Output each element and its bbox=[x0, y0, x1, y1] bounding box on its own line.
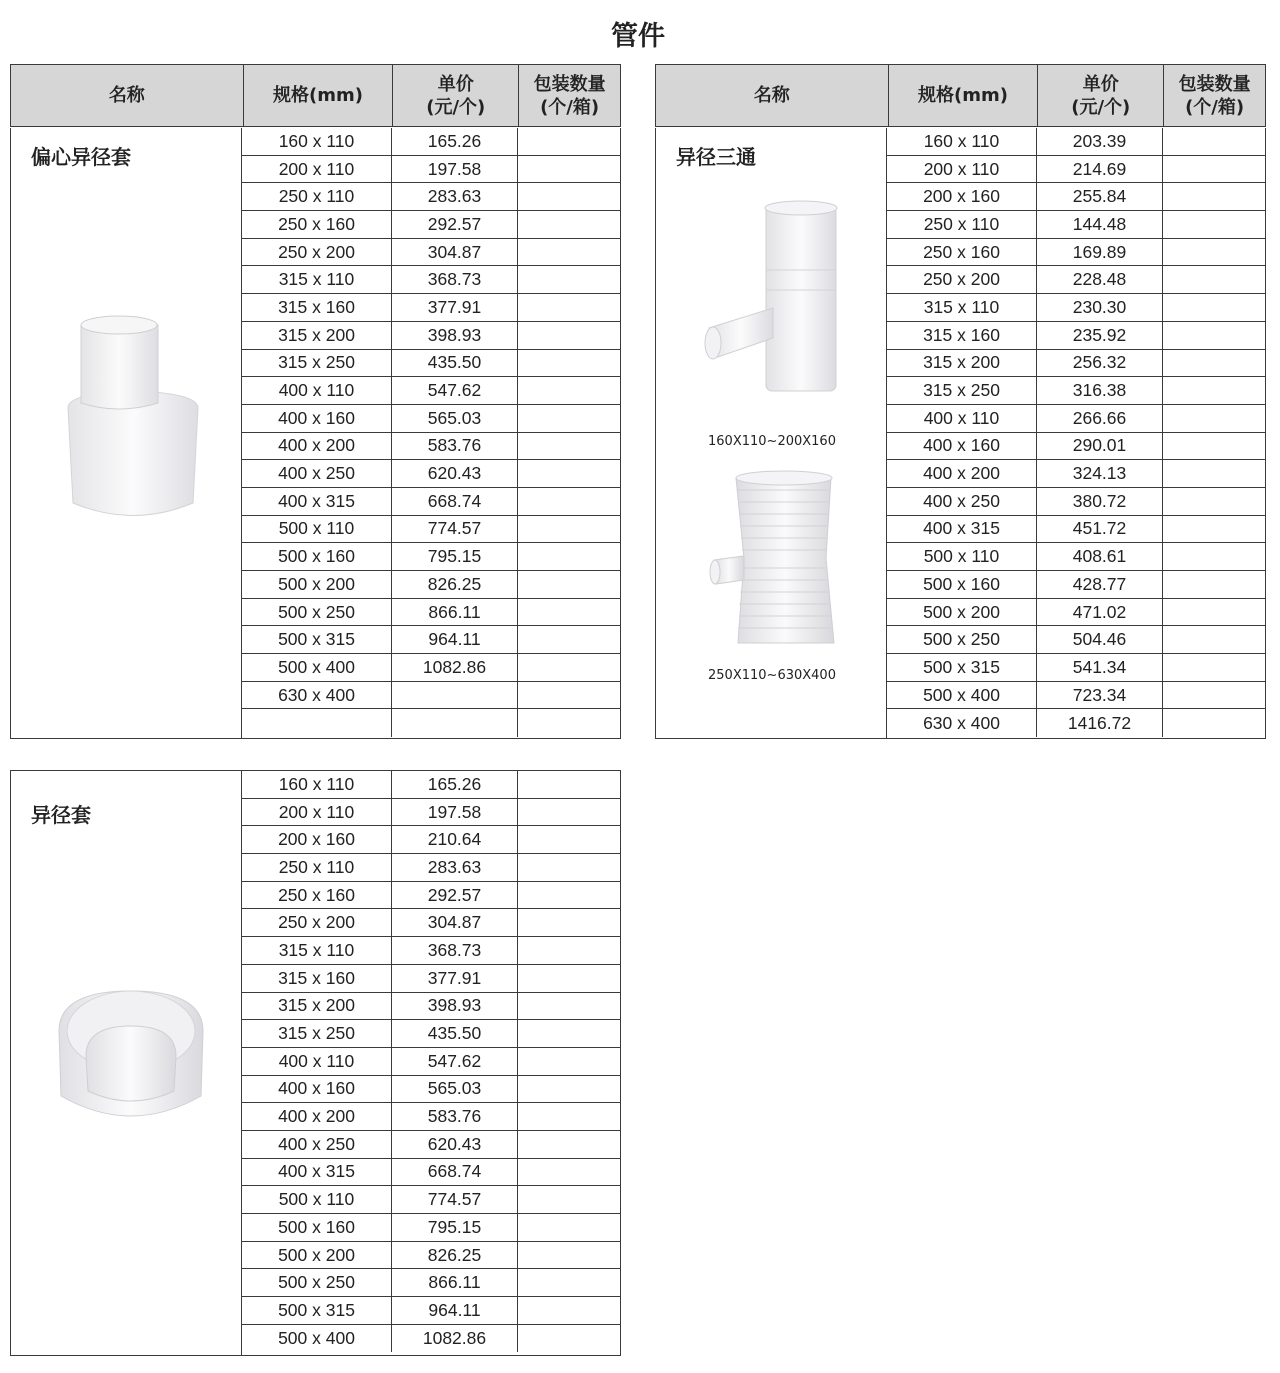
price-cell: 283.63 bbox=[392, 183, 518, 210]
pack-cell bbox=[1163, 488, 1265, 515]
table-row bbox=[887, 294, 1265, 322]
pack-cell bbox=[518, 543, 620, 570]
table-row bbox=[242, 826, 620, 854]
product-table-1 bbox=[10, 128, 621, 739]
spec-cell: 200 x 110 bbox=[887, 156, 1037, 183]
table-row bbox=[887, 488, 1265, 516]
price-cell: 1082.86 bbox=[392, 1325, 518, 1353]
price-cell: 451.72 bbox=[1037, 516, 1163, 543]
table-grid-2 bbox=[887, 128, 1265, 738]
pack-cell bbox=[518, 1159, 620, 1186]
price-cell: 435.50 bbox=[392, 350, 518, 377]
spec-cell: 315 x 160 bbox=[242, 965, 392, 992]
table-row bbox=[242, 1131, 620, 1159]
price-cell: 266.66 bbox=[1037, 405, 1163, 432]
table-row bbox=[242, 294, 620, 322]
spec-cell: 250 x 200 bbox=[242, 909, 392, 936]
pack-cell bbox=[1163, 239, 1265, 266]
product-name: 偏心异径套 bbox=[31, 145, 131, 169]
pack-cell bbox=[518, 1297, 620, 1324]
header-pack: 包装数量 (个/箱) bbox=[1178, 73, 1251, 118]
spec-cell: 500 x 110 bbox=[242, 1186, 392, 1213]
price-cell: 304.87 bbox=[392, 909, 518, 936]
table-row bbox=[887, 211, 1265, 239]
pack-cell bbox=[518, 350, 620, 377]
price-cell: 723.34 bbox=[1037, 682, 1163, 709]
page-title: 管件 bbox=[611, 21, 665, 52]
pack-cell bbox=[1163, 128, 1265, 155]
pack-cell bbox=[518, 1131, 620, 1158]
price-cell: 290.01 bbox=[1037, 433, 1163, 460]
pack-cell bbox=[518, 1186, 620, 1213]
spec-cell: 315 x 110 bbox=[242, 266, 392, 293]
table-row bbox=[242, 405, 620, 433]
price-cell: 1416.72 bbox=[1037, 709, 1163, 737]
table-row bbox=[242, 1020, 620, 1048]
caption-small-tee: 160X110~200X160 bbox=[708, 434, 836, 449]
table-row bbox=[242, 460, 620, 488]
spec-cell: 500 x 315 bbox=[242, 626, 392, 653]
price-cell: 826.25 bbox=[392, 1242, 518, 1269]
spec-cell: 400 x 110 bbox=[242, 1048, 392, 1075]
header-spec: 规格(mm) bbox=[889, 65, 1039, 126]
price-cell: 324.13 bbox=[1037, 460, 1163, 487]
price-cell bbox=[392, 682, 518, 709]
table-row bbox=[887, 460, 1265, 488]
pack-cell bbox=[518, 460, 620, 487]
spec-cell: 400 x 160 bbox=[887, 433, 1037, 460]
spec-cell: 250 x 160 bbox=[887, 239, 1037, 266]
table-row bbox=[242, 1242, 620, 1270]
table-row bbox=[242, 266, 620, 294]
pack-cell bbox=[518, 488, 620, 515]
pack-cell bbox=[1163, 350, 1265, 377]
price-cell: 964.11 bbox=[392, 626, 518, 653]
pack-cell bbox=[518, 266, 620, 293]
spec-cell: 500 x 315 bbox=[242, 1297, 392, 1324]
spec-cell: 400 x 250 bbox=[242, 1131, 392, 1158]
pack-cell bbox=[518, 626, 620, 653]
price-cell: 144.48 bbox=[1037, 211, 1163, 238]
price-cell: 866.11 bbox=[392, 1269, 518, 1296]
table-row bbox=[887, 266, 1265, 294]
price-cell: 504.46 bbox=[1037, 626, 1163, 653]
table-row bbox=[887, 405, 1265, 433]
spec-cell: 500 x 400 bbox=[887, 682, 1037, 709]
table-row bbox=[242, 1325, 620, 1353]
pack-cell bbox=[518, 183, 620, 210]
price-cell: 377.91 bbox=[392, 965, 518, 992]
pack-cell bbox=[518, 1269, 620, 1296]
pack-cell bbox=[518, 1020, 620, 1047]
table-row bbox=[887, 682, 1265, 710]
price-cell: 368.73 bbox=[392, 937, 518, 964]
table-row bbox=[242, 1048, 620, 1076]
pack-cell bbox=[518, 1325, 620, 1353]
price-cell: 565.03 bbox=[392, 405, 518, 432]
header-price: 单价 (元/个) bbox=[1038, 65, 1164, 126]
price-cell: 668.74 bbox=[392, 488, 518, 515]
spec-cell: 500 x 160 bbox=[242, 1214, 392, 1241]
price-cell: 197.58 bbox=[392, 156, 518, 183]
spec-cell: 200 x 160 bbox=[887, 183, 1037, 210]
spec-cell: 500 x 160 bbox=[242, 543, 392, 570]
pack-cell bbox=[518, 854, 620, 881]
spec-cell: 315 x 110 bbox=[887, 294, 1037, 321]
table-row bbox=[242, 965, 620, 993]
pack-cell bbox=[1163, 516, 1265, 543]
spec-cell: 500 x 200 bbox=[242, 571, 392, 598]
price-cell: 197.58 bbox=[392, 799, 518, 826]
price-cell: 316.38 bbox=[1037, 377, 1163, 404]
pack-cell bbox=[518, 1048, 620, 1075]
spec-cell: 160 x 110 bbox=[242, 128, 392, 155]
table-row bbox=[242, 1186, 620, 1214]
table-row bbox=[242, 543, 620, 571]
pack-cell bbox=[518, 433, 620, 460]
pack-cell bbox=[518, 599, 620, 626]
price-cell: 541.34 bbox=[1037, 654, 1163, 681]
table-row bbox=[887, 626, 1265, 654]
pack-cell bbox=[1163, 460, 1265, 487]
pack-cell bbox=[1163, 571, 1265, 598]
spec-cell: 500 x 400 bbox=[242, 654, 392, 681]
price-cell: 668.74 bbox=[392, 1159, 518, 1186]
spec-cell: 400 x 315 bbox=[242, 488, 392, 515]
price-cell: 1082.86 bbox=[392, 654, 518, 681]
spec-cell bbox=[242, 709, 392, 737]
spec-cell: 400 x 200 bbox=[242, 433, 392, 460]
table-row bbox=[887, 128, 1265, 156]
spec-cell: 400 x 250 bbox=[887, 488, 1037, 515]
spec-cell: 400 x 110 bbox=[887, 405, 1037, 432]
spec-cell: 400 x 200 bbox=[242, 1103, 392, 1130]
price-cell: 547.62 bbox=[392, 1048, 518, 1075]
spec-cell: 200 x 110 bbox=[242, 799, 392, 826]
table-row bbox=[887, 571, 1265, 599]
pack-cell bbox=[518, 322, 620, 349]
spec-cell: 315 x 110 bbox=[242, 937, 392, 964]
pack-cell bbox=[518, 211, 620, 238]
spec-cell: 400 x 315 bbox=[887, 516, 1037, 543]
pack-cell bbox=[518, 1103, 620, 1130]
spec-cell: 250 x 160 bbox=[242, 882, 392, 909]
pack-cell bbox=[1163, 626, 1265, 653]
table-row bbox=[242, 799, 620, 827]
table-row bbox=[887, 516, 1265, 544]
table-row bbox=[242, 183, 620, 211]
spec-cell: 500 x 250 bbox=[887, 626, 1037, 653]
pack-cell bbox=[1163, 156, 1265, 183]
price-cell: 169.89 bbox=[1037, 239, 1163, 266]
spec-cell: 500 x 400 bbox=[242, 1325, 392, 1353]
pack-cell bbox=[518, 1214, 620, 1241]
spec-cell: 500 x 160 bbox=[887, 571, 1037, 598]
pack-cell bbox=[518, 937, 620, 964]
spec-cell: 315 x 200 bbox=[242, 993, 392, 1020]
price-cell: 408.61 bbox=[1037, 543, 1163, 570]
spec-cell: 500 x 110 bbox=[242, 516, 392, 543]
pack-cell bbox=[518, 799, 620, 826]
spec-cell: 400 x 200 bbox=[887, 460, 1037, 487]
table-row bbox=[887, 322, 1265, 350]
pack-cell bbox=[1163, 322, 1265, 349]
pack-cell bbox=[1163, 211, 1265, 238]
pack-cell bbox=[518, 516, 620, 543]
table-row bbox=[242, 882, 620, 910]
table-row bbox=[242, 350, 620, 378]
table-row bbox=[887, 709, 1265, 737]
table-row bbox=[242, 937, 620, 965]
spec-cell: 400 x 315 bbox=[242, 1159, 392, 1186]
spec-cell: 500 x 315 bbox=[887, 654, 1037, 681]
spec-cell: 315 x 160 bbox=[887, 322, 1037, 349]
table-row bbox=[887, 654, 1265, 682]
price-cell: 583.76 bbox=[392, 1103, 518, 1130]
table-row bbox=[242, 1076, 620, 1104]
eccentric-reducer-image bbox=[63, 313, 203, 533]
pack-cell bbox=[518, 882, 620, 909]
reducing-tee-large-image bbox=[706, 468, 856, 653]
price-cell: 304.87 bbox=[392, 239, 518, 266]
table-row bbox=[242, 156, 620, 184]
price-cell: 583.76 bbox=[392, 433, 518, 460]
pack-cell bbox=[1163, 654, 1265, 681]
pack-cell bbox=[518, 965, 620, 992]
table-row bbox=[887, 239, 1265, 267]
table-row bbox=[887, 599, 1265, 627]
table-row bbox=[242, 433, 620, 461]
table-row bbox=[242, 654, 620, 682]
spec-cell: 250 x 200 bbox=[242, 239, 392, 266]
spec-cell: 250 x 160 bbox=[242, 211, 392, 238]
pack-cell bbox=[518, 377, 620, 404]
product-cell-2 bbox=[656, 128, 887, 738]
header-price: 单价 (元/个) bbox=[393, 65, 519, 126]
spec-cell: 250 x 110 bbox=[887, 211, 1037, 238]
table-row bbox=[242, 1159, 620, 1187]
pack-cell bbox=[1163, 433, 1265, 460]
pack-cell bbox=[518, 156, 620, 183]
pack-cell bbox=[518, 771, 620, 798]
product-cell-3 bbox=[11, 771, 242, 1355]
pack-cell bbox=[518, 709, 620, 737]
price-cell bbox=[392, 709, 518, 737]
price-cell: 774.57 bbox=[392, 1186, 518, 1213]
header-spec: 规格(mm) bbox=[244, 65, 394, 126]
table-row bbox=[242, 1214, 620, 1242]
table-row bbox=[887, 350, 1265, 378]
table-row bbox=[242, 516, 620, 544]
spec-cell: 630 x 400 bbox=[242, 682, 392, 709]
table-row bbox=[242, 571, 620, 599]
price-cell: 292.57 bbox=[392, 211, 518, 238]
price-cell: 795.15 bbox=[392, 1214, 518, 1241]
table-row bbox=[242, 771, 620, 799]
table-row bbox=[242, 993, 620, 1021]
spec-cell: 315 x 200 bbox=[242, 322, 392, 349]
pack-cell bbox=[1163, 543, 1265, 570]
price-cell: 377.91 bbox=[392, 294, 518, 321]
table-row bbox=[242, 128, 620, 156]
pack-cell bbox=[518, 1076, 620, 1103]
spec-cell: 400 x 250 bbox=[242, 460, 392, 487]
price-cell: 964.11 bbox=[392, 1297, 518, 1324]
price-cell: 795.15 bbox=[392, 543, 518, 570]
spec-cell: 315 x 250 bbox=[242, 1020, 392, 1047]
table-row bbox=[887, 156, 1265, 184]
pack-cell bbox=[1163, 183, 1265, 210]
price-cell: 165.26 bbox=[392, 771, 518, 798]
spec-cell: 250 x 110 bbox=[242, 183, 392, 210]
spec-cell: 250 x 110 bbox=[242, 854, 392, 881]
spec-cell: 315 x 200 bbox=[887, 350, 1037, 377]
price-cell: 256.32 bbox=[1037, 350, 1163, 377]
price-cell: 255.84 bbox=[1037, 183, 1163, 210]
reducer-coupling-image bbox=[51, 986, 211, 1136]
price-cell: 165.26 bbox=[392, 128, 518, 155]
price-cell: 368.73 bbox=[392, 266, 518, 293]
product-name: 异径套 bbox=[31, 803, 91, 827]
price-cell: 547.62 bbox=[392, 377, 518, 404]
pack-cell bbox=[518, 993, 620, 1020]
pack-cell bbox=[1163, 294, 1265, 321]
price-cell: 774.57 bbox=[392, 516, 518, 543]
table-row bbox=[242, 909, 620, 937]
price-cell: 380.72 bbox=[1037, 488, 1163, 515]
pack-cell bbox=[1163, 682, 1265, 709]
header-row-left bbox=[10, 64, 621, 127]
price-cell: 235.92 bbox=[1037, 322, 1163, 349]
spec-cell: 315 x 250 bbox=[242, 350, 392, 377]
pack-cell bbox=[518, 682, 620, 709]
product-table-3 bbox=[10, 770, 621, 1356]
product-table-2 bbox=[655, 128, 1266, 739]
price-cell: 228.48 bbox=[1037, 266, 1163, 293]
spec-cell: 500 x 200 bbox=[242, 1242, 392, 1269]
pack-cell bbox=[518, 294, 620, 321]
spec-cell: 160 x 110 bbox=[242, 771, 392, 798]
table-row bbox=[242, 322, 620, 350]
pack-cell bbox=[1163, 377, 1265, 404]
spec-cell: 200 x 160 bbox=[242, 826, 392, 853]
pack-cell bbox=[518, 405, 620, 432]
header-name: 名称 bbox=[11, 65, 244, 126]
caption-large-tee: 250X110~630X400 bbox=[708, 668, 836, 683]
spec-cell: 630 x 400 bbox=[887, 709, 1037, 737]
pack-cell bbox=[518, 1242, 620, 1269]
spec-cell: 400 x 110 bbox=[242, 377, 392, 404]
price-cell: 230.30 bbox=[1037, 294, 1163, 321]
table-row bbox=[887, 377, 1265, 405]
price-cell: 398.93 bbox=[392, 993, 518, 1020]
table-row bbox=[242, 239, 620, 267]
price-cell: 620.43 bbox=[392, 1131, 518, 1158]
spec-cell: 315 x 250 bbox=[887, 377, 1037, 404]
header-row-right bbox=[655, 64, 1266, 127]
table-row bbox=[242, 377, 620, 405]
table-row bbox=[887, 183, 1265, 211]
pack-cell bbox=[1163, 599, 1265, 626]
spec-cell: 500 x 110 bbox=[887, 543, 1037, 570]
price-cell: 620.43 bbox=[392, 460, 518, 487]
header-name: 名称 bbox=[656, 65, 889, 126]
pack-cell bbox=[518, 128, 620, 155]
header-pack: 包装数量 (个/箱) bbox=[533, 73, 606, 118]
table-row bbox=[242, 211, 620, 239]
spec-cell: 200 x 110 bbox=[242, 156, 392, 183]
spec-cell: 500 x 250 bbox=[242, 599, 392, 626]
spec-cell: 160 x 110 bbox=[887, 128, 1037, 155]
pack-cell bbox=[518, 826, 620, 853]
product-name: 异径三通 bbox=[676, 145, 756, 169]
table-row bbox=[242, 1103, 620, 1131]
table-row bbox=[242, 1297, 620, 1325]
price-cell: 283.63 bbox=[392, 854, 518, 881]
spec-cell: 500 x 200 bbox=[887, 599, 1037, 626]
table-row bbox=[242, 682, 620, 710]
spec-cell: 500 x 250 bbox=[242, 1269, 392, 1296]
price-cell: 826.25 bbox=[392, 571, 518, 598]
table-grid-3 bbox=[242, 771, 620, 1355]
reducing-tee-small-image bbox=[701, 198, 851, 398]
pack-cell bbox=[518, 571, 620, 598]
product-cell-1 bbox=[11, 128, 242, 738]
table-row bbox=[242, 854, 620, 882]
pack-cell bbox=[1163, 709, 1265, 737]
table-row bbox=[887, 433, 1265, 461]
price-cell: 435.50 bbox=[392, 1020, 518, 1047]
price-cell: 866.11 bbox=[392, 599, 518, 626]
table-row bbox=[242, 1269, 620, 1297]
price-cell: 428.77 bbox=[1037, 571, 1163, 598]
table-row bbox=[242, 626, 620, 654]
table-row bbox=[242, 709, 620, 737]
price-cell: 292.57 bbox=[392, 882, 518, 909]
price-cell: 471.02 bbox=[1037, 599, 1163, 626]
table-grid-1 bbox=[242, 128, 620, 738]
price-cell: 210.64 bbox=[392, 826, 518, 853]
spec-cell: 250 x 200 bbox=[887, 266, 1037, 293]
table-row bbox=[887, 543, 1265, 571]
pack-cell bbox=[518, 909, 620, 936]
table-row bbox=[242, 488, 620, 516]
price-cell: 565.03 bbox=[392, 1076, 518, 1103]
spec-cell: 400 x 160 bbox=[242, 1076, 392, 1103]
pack-cell bbox=[518, 654, 620, 681]
spec-cell: 315 x 160 bbox=[242, 294, 392, 321]
price-cell: 214.69 bbox=[1037, 156, 1163, 183]
price-cell: 398.93 bbox=[392, 322, 518, 349]
price-cell: 203.39 bbox=[1037, 128, 1163, 155]
pack-cell bbox=[1163, 266, 1265, 293]
pack-cell bbox=[1163, 405, 1265, 432]
table-row bbox=[242, 599, 620, 627]
pack-cell bbox=[518, 239, 620, 266]
spec-cell: 400 x 160 bbox=[242, 405, 392, 432]
